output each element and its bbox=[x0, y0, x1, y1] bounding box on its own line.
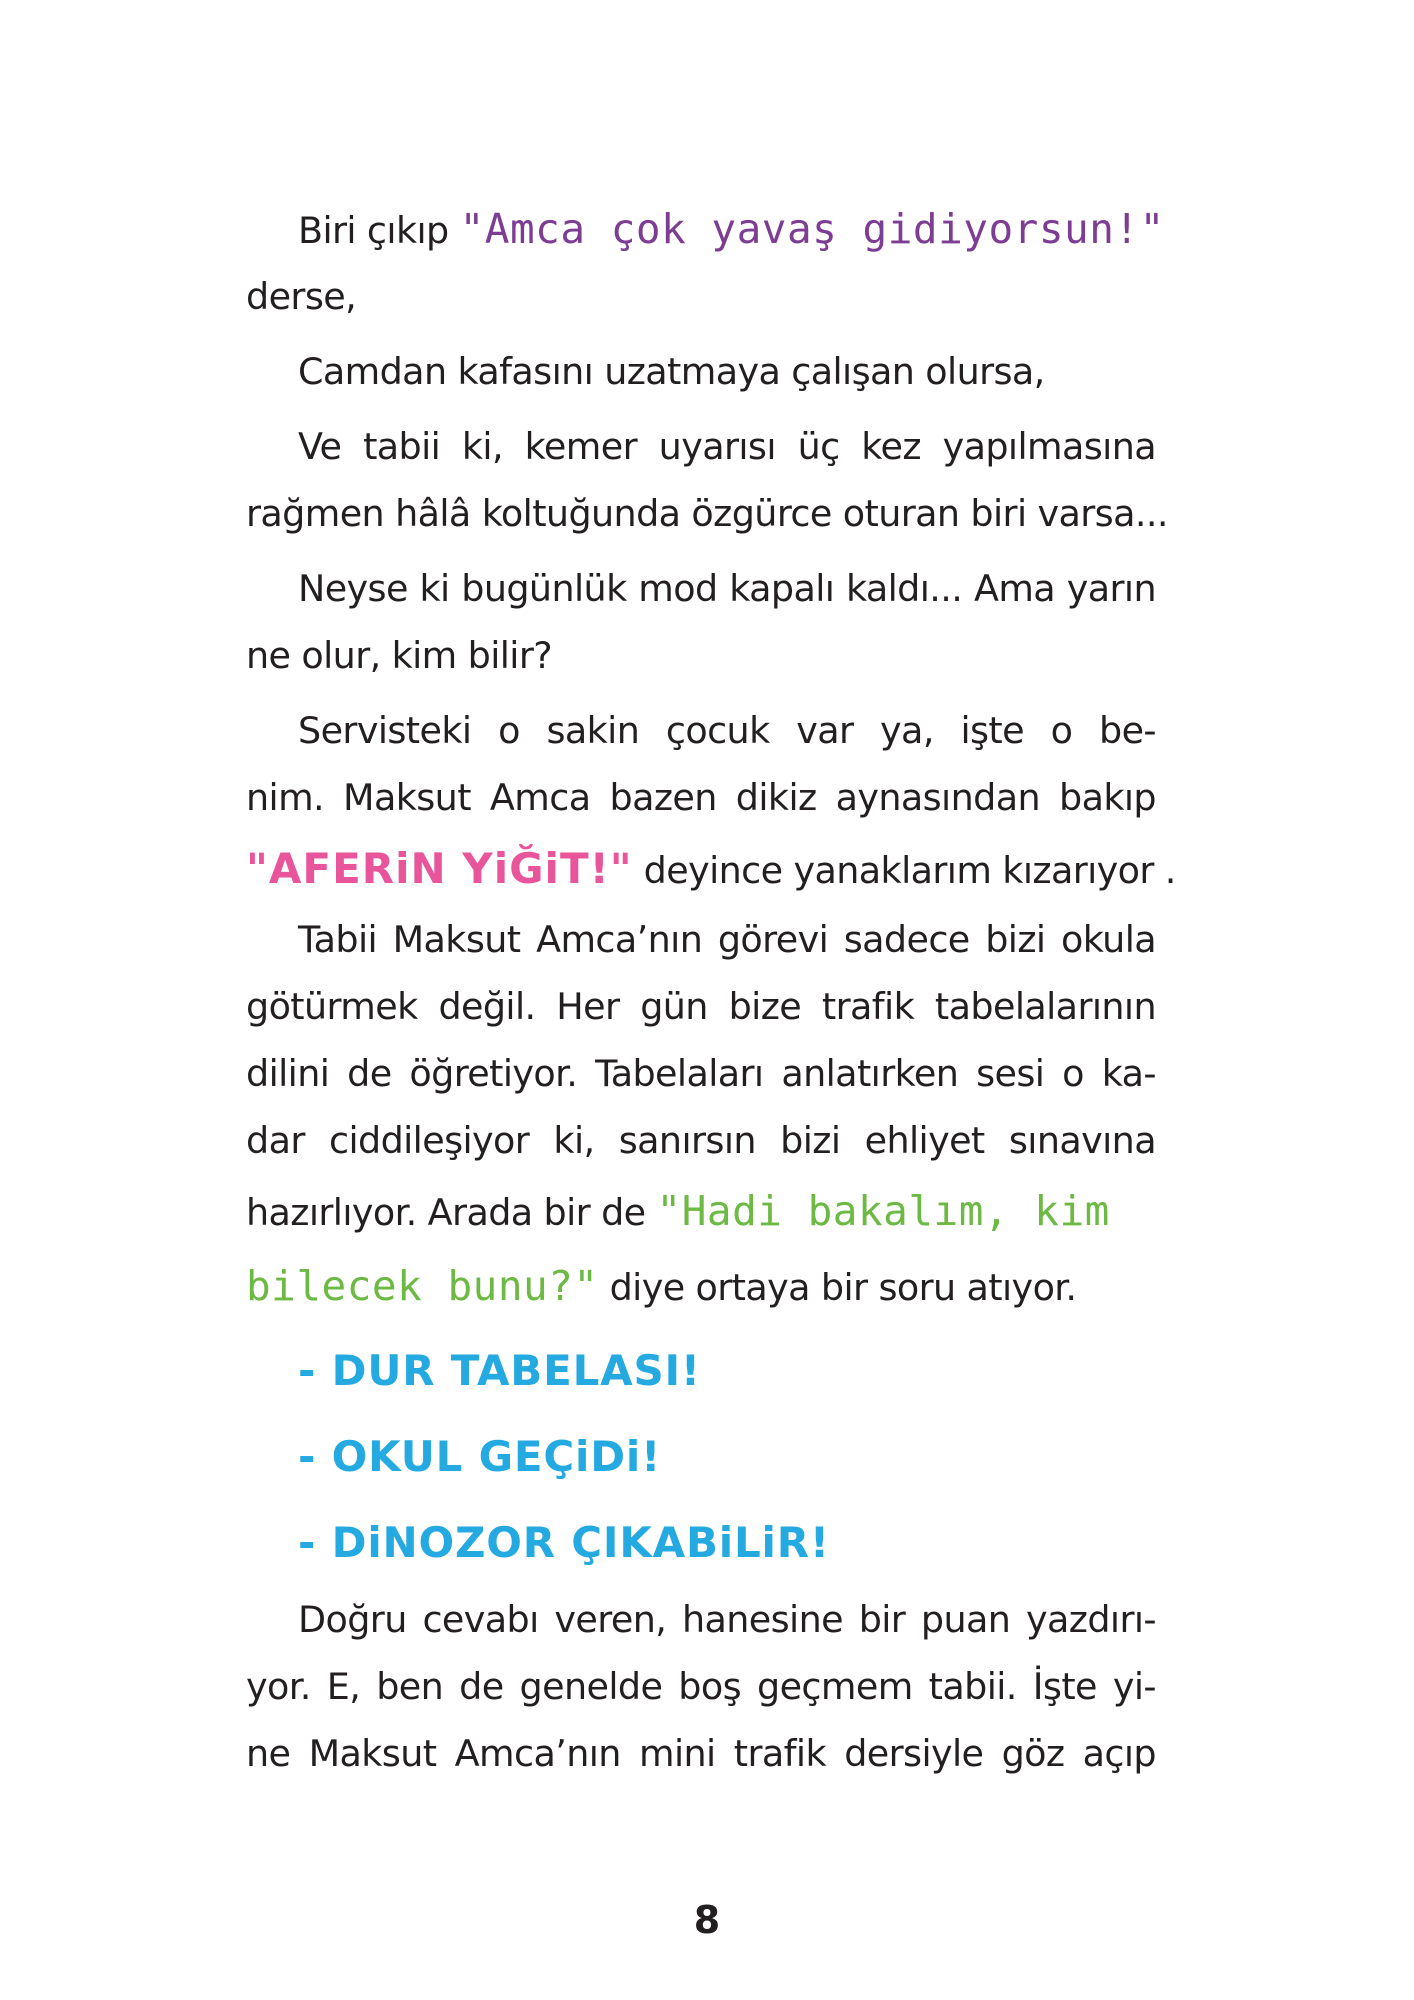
paragraph-line: götürmek değil. Her gün bize trafik tabelalarının bbox=[246, 985, 1156, 1028]
body-text: Biri çıkıp bbox=[298, 209, 460, 252]
paragraph-line: rağmen hâlâ koltuğunda özgürce oturan biri varsa... bbox=[246, 492, 1168, 535]
paragraph-line bbox=[246, 831, 1176, 906]
paragraph-line: Neyse ki bugünlük mod kapalı kaldı... Ama yarın bbox=[298, 567, 1156, 610]
paragraph-line bbox=[246, 196, 1165, 263]
paragraph-line: yor. E, ben de genelde boş geçmem tabii. İşte yi- bbox=[246, 1665, 1156, 1708]
paragraph-line: Servisteki o sakin çocuk var ya, işte o be- bbox=[298, 709, 1156, 752]
paragraph-line bbox=[246, 1174, 1156, 1249]
page-body-text bbox=[246, 196, 1176, 1787]
paragraph-line: nim. Maksut Amca bazen dikiz aynasından bakıp bbox=[246, 776, 1156, 819]
paragraph-line: Ve tabii ki, kemer uyarısı üç kez yapılmasına bbox=[298, 425, 1156, 468]
paragraph-line: ne olur, kim bilir? bbox=[246, 634, 553, 677]
page-number: 8 bbox=[693, 1898, 721, 1942]
answer-item: - OKUL GEÇiDi! bbox=[298, 1432, 662, 1481]
body-text: diye ortaya bir soru atıyor. bbox=[598, 1266, 1077, 1309]
paragraph-line: Camdan kafasını uzatmaya çalışan olursa, bbox=[298, 350, 1045, 393]
paragraph-line: Doğru cevabı veren, hanesine bir puan yazdırı- bbox=[298, 1598, 1156, 1641]
body-text: hazırlıyor. Arada bir de bbox=[246, 1191, 657, 1234]
paragraph-line: dar ciddileşiyor ki, sanırsın bizi ehliyet sınavına bbox=[246, 1119, 1156, 1162]
dialogue-highlight-green: "Hadi bakalım, kim bbox=[656, 1187, 1110, 1235]
paragraph-line: Tabii Maksut Amca’nın görevi sadece bizi okula bbox=[298, 918, 1156, 961]
dialogue-highlight-green: bilecek bunu?" bbox=[246, 1262, 599, 1310]
paragraph-line bbox=[246, 1249, 1156, 1324]
answer-list bbox=[246, 1328, 1156, 1586]
dialogue-highlight-pink: "AFERiN YiĞiT!" bbox=[246, 844, 633, 893]
paragraph-line: derse, bbox=[246, 275, 357, 318]
answer-item: - DiNOZOR ÇIKABiLiR! bbox=[298, 1518, 830, 1567]
answer-item: - DUR TABELASI! bbox=[298, 1346, 701, 1395]
paragraph-line: ne Maksut Amca’nın mini trafik dersiyle göz açıp bbox=[246, 1732, 1156, 1775]
paragraph-line: dilini de öğretiyor. Tabelaları anlatırken sesi o ka- bbox=[246, 1052, 1156, 1095]
dialogue-highlight-purple: "Amca çok yavaş gidiyorsun!" bbox=[459, 205, 1165, 253]
body-text: deyince yanaklarım kızarıyor . bbox=[632, 849, 1176, 892]
